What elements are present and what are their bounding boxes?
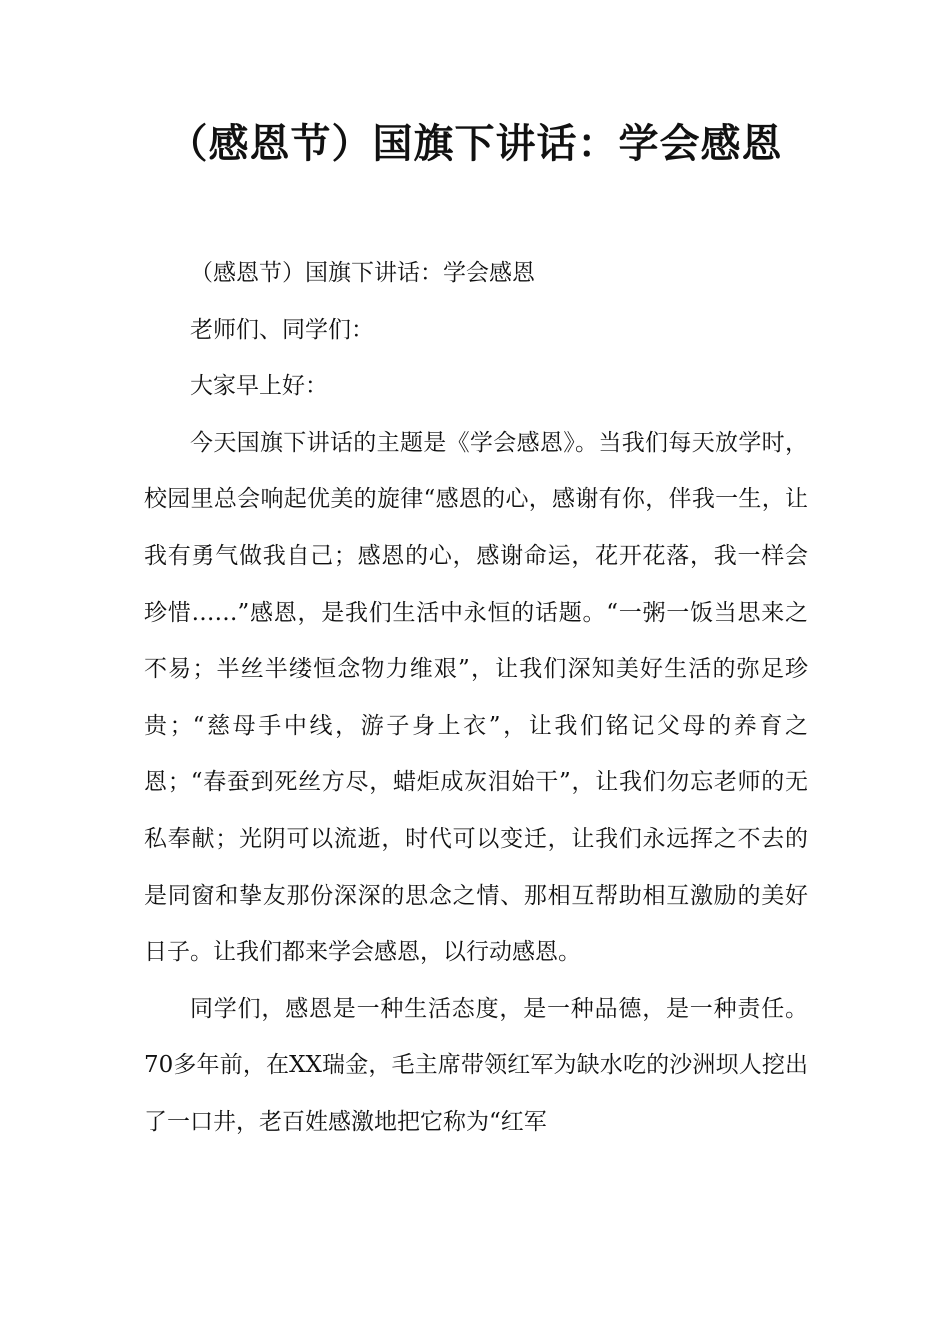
body-paragraph: 同学们，感恩是一种生活态度，是一种品德，是一种责任。 70多年前，在XX瑞金，毛主席带领红军为缺水吃的沙洲坝人挖出了一口井，老百姓感激地把它称为“红军 bbox=[144, 995, 808, 1135]
greeting-paragraph: 大家早上好： bbox=[190, 373, 328, 400]
subtitle-paragraph: （感恩节）国旗下讲话：学会感恩 bbox=[190, 260, 535, 286]
document-title: （感恩节）国旗下讲话：学会感恩 bbox=[167, 121, 783, 167]
body-paragraph: 今天国旗下讲话的主题是《学会感恩》。当我们每天放学时，校园里总会响起优美的旋律“感恩的心，感谢有你，伴我一生，让我有勇气做我自己；感恩的心，感谢命运，花开花落，我一样会珍惜……”感恩，是我们生活中永恒的话题。“一粥一饭当思来之不易；半丝半缕恒念物力维艰”，让我们深知美好生活的弥足珍贵；“慈母手中线，游子身上衣”，让我们铭记父母的养育之恩；“春蚕到死丝方尽，蜡炬成灰泪始干”，让我们勿忘老师的无私奉献；光阴可以流逝，时代可以变迁，让我们永远挥之不去的是同窗和挚友那份深深的思念之情、那相互帮助相互激励的美好日子。让我们都来学会感恩，以行动感恩。 bbox=[144, 429, 808, 966]
salutation-paragraph: 老师们、同学们： bbox=[190, 316, 374, 343]
document-body bbox=[144, 245, 808, 1151]
